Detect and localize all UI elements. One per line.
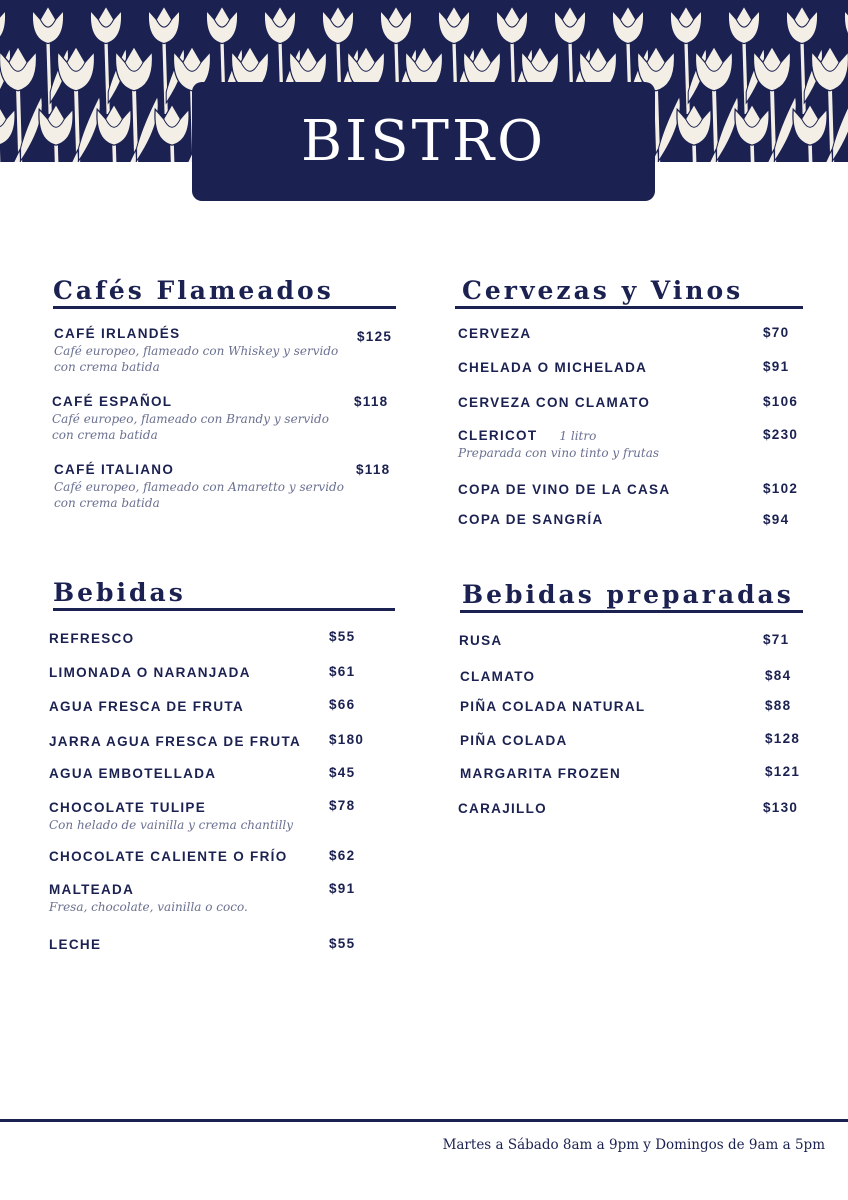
menu-item (458, 482, 670, 497)
item-name: REFRESCO (49, 631, 135, 646)
item-name: CERVEZA (458, 326, 532, 341)
item-price: $128 (765, 731, 801, 746)
title-box (192, 82, 655, 201)
item-name (458, 428, 748, 443)
section-title-cervezas: Cervezas y Vinos (462, 276, 744, 305)
item-name: COPA DE SANGRÍA (458, 512, 604, 527)
item-price: $130 (763, 800, 799, 815)
item-name: LIMONADA O NARANJADA (49, 665, 251, 680)
menu-item (49, 882, 319, 915)
tulip-flower (116, 47, 159, 162)
item-name: CHOCOLATE CALIENTE O FRÍO (49, 849, 288, 864)
section-title-bebidas: Bebidas (53, 578, 186, 607)
item-price: $62 (329, 848, 356, 863)
item-description: Café europeo, flameado con Whiskey y servido con crema batida (54, 344, 339, 374)
item-price: $66 (329, 697, 356, 712)
item-price: $78 (329, 798, 356, 813)
item-description: Fresa, chocolate, vainilla o coco. (49, 900, 248, 914)
section-rule (53, 306, 396, 309)
item-price: $91 (763, 359, 790, 374)
item-price: $55 (329, 936, 356, 951)
menu-item (49, 734, 301, 749)
item-price: $180 (329, 732, 365, 747)
tulip-flower (39, 104, 78, 162)
item-name: COPA DE VINO DE LA CASA (458, 482, 671, 497)
menu-item (54, 462, 354, 511)
item-name: JARRA AGUA FRESCA DE FRUTA (49, 734, 302, 749)
menu-item (460, 699, 645, 714)
menu-item (49, 849, 288, 864)
opening-hours: Martes a Sábado 8am a 9pm y Domingos de 9am a 5pm (442, 1137, 825, 1153)
menu-item (54, 326, 354, 375)
tulip-flower (58, 47, 101, 162)
tulip-flower (677, 104, 716, 162)
item-size-note: 1 litro (559, 429, 597, 443)
item-name: CAFÉ IRLANDÉS (54, 326, 181, 341)
item-name: MARGARITA FROZEN (460, 766, 622, 781)
item-price: $84 (765, 668, 792, 683)
item-name-text: CLERICOT (458, 428, 538, 443)
item-price: $45 (329, 765, 356, 780)
item-price: $61 (329, 664, 356, 679)
menu-item (458, 395, 650, 410)
item-name: PIÑA COLADA (460, 733, 568, 748)
item-name: PIÑA COLADA NATURAL (460, 699, 646, 714)
item-price: $55 (329, 629, 356, 644)
item-name: RUSA (459, 633, 503, 648)
item-price: $118 (356, 462, 391, 477)
menu-item (49, 699, 244, 714)
item-name: CHELADA O MICHELADA (458, 360, 648, 375)
item-name: AGUA FRESCA DE FRUTA (49, 699, 244, 714)
menu-item (460, 766, 621, 781)
item-description: Café europeo, flameado con Brandy y servido con crema batida (52, 412, 329, 442)
item-price: $91 (329, 881, 356, 896)
section-rule (455, 306, 803, 309)
tulip-flower (97, 104, 136, 162)
item-price: $125 (357, 329, 393, 344)
menu-item (458, 326, 531, 341)
tulip-flower (696, 47, 739, 162)
menu-item (459, 633, 502, 648)
item-name: CARAJILLO (458, 801, 547, 816)
tulip-flower (793, 104, 832, 162)
menu-item (460, 733, 568, 748)
section-rule (460, 610, 803, 613)
item-price: $71 (763, 632, 790, 647)
item-name: MALTEADA (49, 882, 135, 897)
item-description: Café europeo, flameado con Amaretto y servido con crema batida (54, 480, 344, 510)
footer-rule (0, 1119, 848, 1122)
item-price: $94 (763, 512, 790, 527)
menu-item (49, 800, 319, 833)
menu-item (49, 766, 216, 781)
item-description: Con helado de vainilla y crema chantilly (49, 818, 294, 832)
tulip-flower (735, 104, 774, 162)
menu-item (460, 669, 535, 684)
menu-item (52, 394, 352, 443)
tulip-flower (754, 47, 797, 162)
item-price: $106 (763, 394, 799, 409)
item-name: CAFÉ ITALIANO (54, 462, 175, 477)
page-title: BISTRO (300, 109, 547, 174)
section-title-cafes: Cafés Flameados (53, 276, 334, 305)
menu-item (458, 512, 604, 527)
section-rule (53, 608, 395, 611)
item-name: CERVEZA CON CLAMATO (458, 395, 651, 410)
item-price: $230 (763, 427, 799, 442)
item-name: CAFÉ ESPAÑOL (52, 394, 173, 409)
item-price: $121 (765, 764, 801, 779)
tulip-flower (0, 47, 42, 162)
item-price: $102 (763, 481, 799, 496)
menu-item (49, 665, 251, 680)
menu-item (458, 428, 748, 461)
tulip-flower (155, 104, 194, 162)
tulip-flower (812, 47, 848, 162)
item-name: CHOCOLATE TULIPE (49, 800, 207, 815)
item-name: CLAMATO (460, 669, 536, 684)
item-name: AGUA EMBOTELLADA (49, 766, 217, 781)
item-price: $88 (765, 698, 792, 713)
menu-item (49, 937, 101, 952)
menu-item (458, 360, 647, 375)
menu-item (458, 801, 547, 816)
item-price: $70 (763, 325, 790, 340)
item-description: Preparada con vino tinto y frutas (458, 446, 660, 460)
item-name: LECHE (49, 937, 102, 952)
item-price: $118 (354, 394, 389, 409)
section-title-preparadas: Bebidas preparadas (462, 580, 794, 609)
menu-item (49, 631, 134, 646)
